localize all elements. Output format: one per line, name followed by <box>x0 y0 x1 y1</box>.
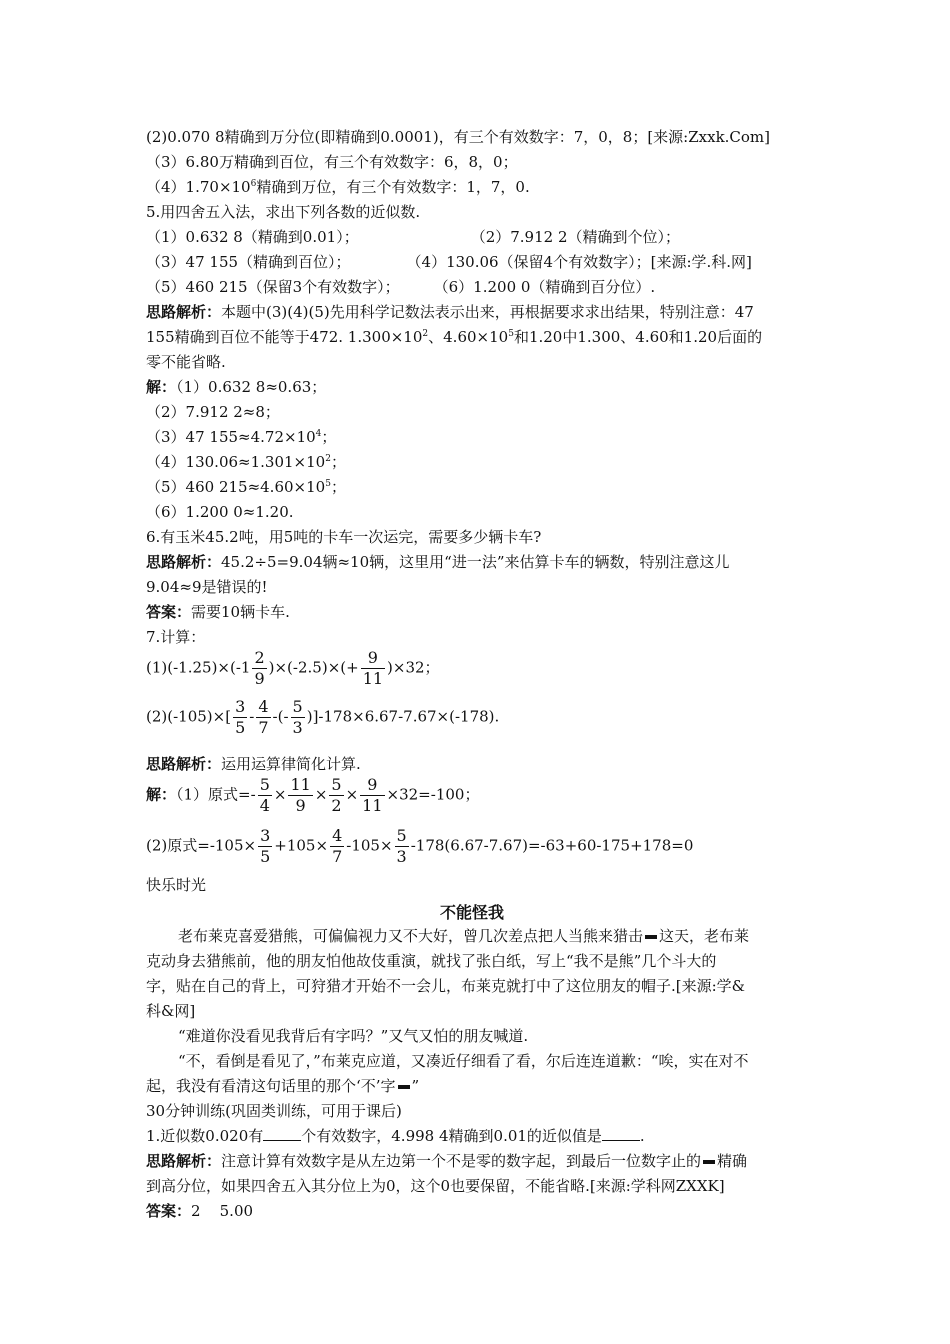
ellipsis-mark <box>703 1160 715 1164</box>
text-line: $(4)1.70\times 10^6$精确到万位，有三个有效数字：1，7，0. <box>146 178 530 196</box>
ellipsis-mark <box>398 1085 410 1089</box>
fraction: $\frac{9}{11}$ <box>362 775 383 815</box>
story-line: 科&网] <box>146 1002 196 1020</box>
story-line: 老布莱克喜爱猎熊，可偏偏视力又不大好，曾几次差点把人当熊来猎击 这天，老布莱 <box>178 927 750 945</box>
fraction: $\frac{5}{2}$ <box>331 775 342 815</box>
story-line: “不，看倒是看见了，”布莱克应道，又凑近仔细看了看，尔后连连道歉：“唉，实在对不 <box>178 1052 749 1070</box>
text-line: (2)0.070 8精确到万分位(即精确到0.0001)，有三个有效数字：7，0，8；[来源:Zxxk.Com] <box>146 128 771 146</box>
text-line: （2）7.912 2≈8； <box>146 403 280 421</box>
ellipsis-mark <box>645 935 657 939</box>
fraction: $\frac{5}{3}$ <box>292 697 303 737</box>
story-title: 不能怪我 <box>440 903 505 922</box>
text-line: （3）47 $155\approx 4.72\times 10^4$； <box>146 428 337 446</box>
analysis-line: 思路解析：运用运算律简化计算. <box>146 755 361 773</box>
fraction: $\frac{5}{3}$ <box>396 826 407 866</box>
math-line: 解：（1）原式=- $\frac{5}{4}$ × $\frac{11}{9}$ × $\frac{5}{2}$ × $\frac{9}{11}$ ×32=-100； <box>146 775 480 815</box>
analysis-line: 思路解析：本题中(3)(4)(5)先用科学记数法表示出来，再根据要求求出结果，特别注意：47 <box>146 303 754 321</box>
section-label: 快乐时光 <box>146 876 207 894</box>
text-line: 9.04≈9是错误的! <box>146 578 268 596</box>
math-line: (1)(-1.25)×(-1 $\frac{2}{9}$ )×(-2.5)×(+ $\frac{9}{11}$ )×32； <box>146 648 440 688</box>
text-line: （6）1.200 0≈1.20. <box>146 503 294 521</box>
answer-blank <box>602 1126 640 1141</box>
math-line: (2)原式=-105× $\frac{3}{5}$ +105× $\frac{4}{7}$ -105× $\frac{5}{3}$ -178(6.67-7.67)=-63+60-175+178=0 <box>146 826 694 866</box>
fraction: $\frac{11}{9}$ <box>290 775 311 815</box>
answer-blank <box>263 1126 301 1141</box>
text-line: （5）460 215（保留3个有效数字）； （6）1.200 0（精确到百分位）. <box>146 278 656 296</box>
solution-line: 解：（1）0.632 8≈0.63； <box>146 378 327 396</box>
fraction: $\frac{5}{4}$ <box>259 775 270 815</box>
fraction: $\frac{2}{9}$ <box>254 648 265 688</box>
text-line: 155精确到百位不能等于472. $1.300\times 10^2$、$4.60\times 10^5$和1.20中1.300、4.60和1.20后面的 <box>146 328 763 346</box>
question-5: 5.用四舍五入法，求出下列各数的近似数. <box>146 203 421 221</box>
story-line: 起，我没有看清这句话里的那个‘不’字 ” <box>146 1077 420 1095</box>
fraction: $\frac{9}{11}$ <box>362 648 384 688</box>
text-line: （5）460 $215\approx 4.60\times 10^5$； <box>146 478 346 496</box>
text-line: 到高分位，如果四舍五入其分位上为0，这个0也要保留，不能省略.[来源:学科网ZXXK] <box>146 1177 725 1195</box>
fraction: $\frac{4}{7}$ <box>332 826 343 866</box>
story-line: 克动身去猎熊前，他的朋友怕他故伎重演，就找了张白纸，写上“我不是熊”几个斗大的 <box>146 952 717 970</box>
analysis-line: 思路解析：45.2÷5=9.04辆≈10辆，这里用“进一法”来估算卡车的辆数，特别注意这儿 <box>146 553 730 571</box>
question-7: 7.计算： <box>146 628 206 646</box>
text-line: （3）47 155（精确到百位）； （4）130.06（保留4个有效数字）；[来源:学.科.网] <box>146 253 752 271</box>
text-line: 零不能省略. <box>146 353 226 371</box>
text-line: $(4)130.06\approx 1.301\times 10^2$； <box>146 453 346 471</box>
question-6: 6.有玉米45.2吨，用5吨的卡车一次运完，需要多少辆卡车? <box>146 528 542 546</box>
section-label: 30分钟训练(巩固类训练，可用于课后) <box>146 1102 402 1120</box>
story-line: 字，贴在自己的背上，可狩猎才开始不一会儿，布莱克就打中了这位朋友的帽子.[来源:学& <box>146 977 746 995</box>
text-line: （1）0.632 8（精确到0.01）； （2）7.912 2（精确到个位）； <box>146 228 681 246</box>
answer-line: 答案：需要10辆卡车. <box>146 603 290 621</box>
answer-line: 答案：2 5.00 <box>146 1202 254 1220</box>
fraction: $\frac{3}{5}$ <box>235 697 246 737</box>
math-line: (2)(-105)×[ $\frac{3}{5}$ - $\frac{4}{7}$ -(- $\frac{5}{3}$ )]-178×6.67-7.67×(-178). <box>146 697 500 737</box>
text-line: （3）6.80万精确到百位，有三个有效数字：6，8，0； <box>146 153 518 171</box>
fraction: $\frac{4}{7}$ <box>258 697 269 737</box>
analysis-line: 思路解析：注意计算有效数字是从左边第一个不是零的数字起，到最后一位数字止的 精确 <box>146 1152 748 1170</box>
question-1: 1.近似数0.020有 个有效数字，4.998 4精确到0.01的近似值是 . <box>146 1127 645 1145</box>
fraction: $\frac{3}{5}$ <box>260 826 271 866</box>
story-line: “难道你没看见我背后有字吗？”又气又怕的朋友喊道. <box>178 1027 529 1045</box>
